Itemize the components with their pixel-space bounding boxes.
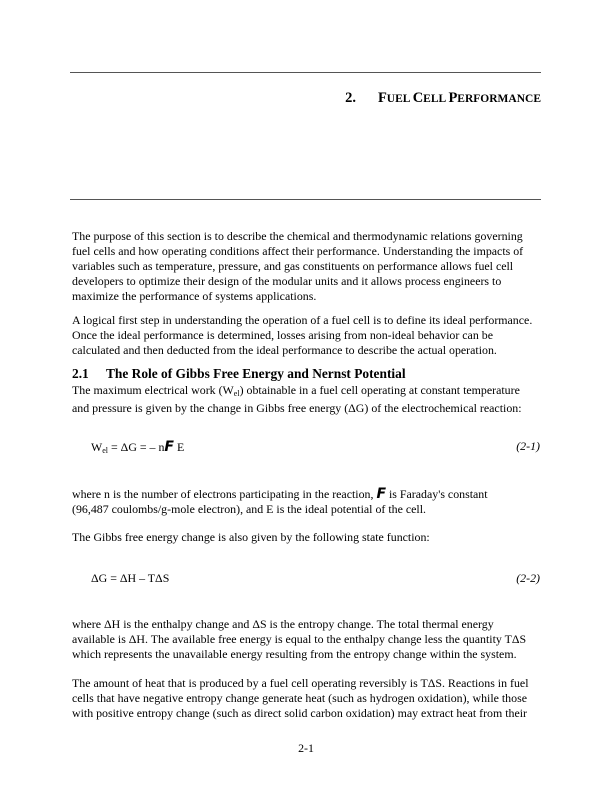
text-line: Once the ideal performance is determined, losses arising from non-ideal behavior can be [72,328,493,343]
text-line: cells that have negative entropy change generate heat (such as hydrogen oxidation), while those [72,691,527,706]
chapter-title-rest: ERFORMANCE [457,93,541,105]
text-line: calculated and then deducted from the ideal performance to describe the actual operation. [72,343,497,358]
faraday-constant-symbol: F [164,439,174,455]
text-line: fuel cells and how operating conditions affect their performance. Understanding the impacts of [72,244,524,259]
chapter-title-rest: ELL [423,93,449,105]
section-paragraph-2 [72,487,542,517]
equation-number: (2-1) [516,439,540,453]
text-line: where ΔH is the enthalpy change and ΔS is the entropy change. The total thermal energy [72,617,494,631]
section-paragraph-1 [72,383,542,416]
section-number: 2.1 [72,366,89,381]
text-line: A logical first step in understanding the operation of a fuel cell is to define its ideal performance. [72,313,533,327]
section-paragraph-4 [72,617,542,662]
equation-2-2: ΔG = ΔH – TΔS [91,571,170,585]
chapter-title-initial: C [412,90,424,106]
text-line: available is ΔH. The available free energy is equal to the enthalpy change less the quantity TΔS [72,632,527,647]
intro-paragraph-2 [72,313,542,358]
text-line: which represents the unavailable energy resulting from the entropy change within the system. [72,647,517,662]
text-line: where n is the number of electrons participating in the reaction, F is Faraday's constant [72,486,488,502]
text-line: developers to optimize their design of the modular units and it allows process engineers to [72,274,502,289]
equation-number: (2-2) [516,571,540,585]
chapter-number: 2. [345,90,356,106]
text-line: The maximum electrical work $(W_{el})$ obtainable in a fuel cell operating at constant temperature [72,383,520,398]
intro-paragraph-1 [72,229,542,304]
text-line: The amount of heat that is produced by a fuel cell operating reversibly is TΔS. Reactions in fuel [72,676,529,690]
section-paragraph-3 [72,530,542,545]
faraday-constant-symbol: F [376,486,387,502]
text-line: variables such as temperature, pressure, and gas constituents on performance allows fuel cell [72,259,514,274]
chapter-title-rest: UEL [386,93,413,105]
top-rule [70,72,541,73]
equation-2-1: $W_{el} = \Delta G$ = – nF E [91,439,185,455]
text-line: with positive entropy change (such as direct solid carbon oxidation) may extract heat from their [72,706,528,721]
section-paragraph-5 [72,676,542,721]
chapter-title-initial: P [448,90,458,106]
text-line: maximize the performance of systems applications. [72,289,317,304]
bottom-rule [70,199,541,200]
text-line: (96,487 coulombs/g-mole electron), and E is the ideal potential of the cell. [72,502,426,517]
chapter-heading [345,90,541,107]
text-line: The purpose of this section is to describe the chemical and thermodynamic relations governing [72,229,523,243]
page-number: 2-1 [298,741,314,755]
text-line: The Gibbs free energy change is also given by the following state function: [72,530,430,544]
text-line: and pressure is given by the change in Gibbs free energy (ΔG) of the electrochemical reaction: [72,401,522,416]
chapter-title-initial: F [377,90,387,106]
section-title: The Role of Gibbs Free Energy and Nernst Potential [106,366,406,381]
section-heading [72,366,406,382]
